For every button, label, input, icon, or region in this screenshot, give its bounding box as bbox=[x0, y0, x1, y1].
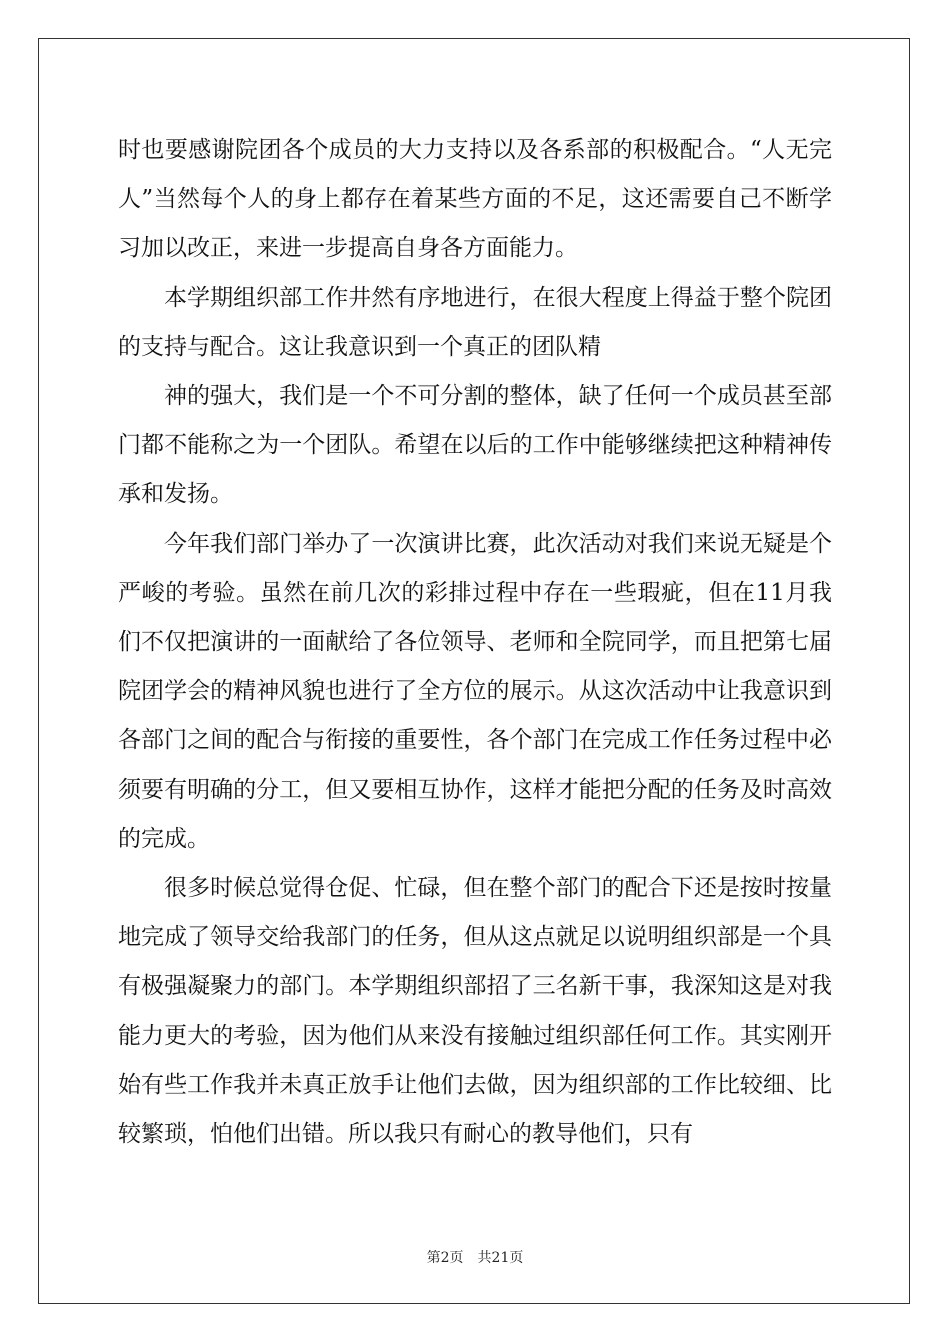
paragraph: 神的强大，我们是一个不可分割的整体，缺了任何一个成员甚至部门都不能称之为一个团队。希望在以后的工作中能够继续把这种精神传承和发扬。 bbox=[118, 383, 832, 508]
paragraph: 很多时候总觉得仓促、忙碌，但在整个部门的配合下还是按时按量地完成了领导交给我部门的任务，但从这点就足以说明组织部是一个具有极强凝聚力的部门。本学期组织部招了三名新干事，我深知这是对我能力更大的考验，因为他们从来没有接触过组织部任何工作。其实刚开始有些工作我并未真正放手让他们去做，因为组织部的工作比较细、比较繁琐，怕他们出错。所以我只有耐心的教导他们，只有 bbox=[118, 875, 832, 1148]
paragraph: 本学期组织部工作井然有序地进行，在很大程度上得益于整个院团的支持与配合。这让我意识到一个真正的团队精 bbox=[118, 284, 832, 360]
document-body bbox=[118, 126, 832, 1159]
paragraph: 时也要感谢院团各个成员的大力支持以及各系部的积极配合。“人无完人”当然每个人的身上都存在着某些方面的不足，这还需要自己不断学习加以改正，来进一步提高自身各方面能力。 bbox=[118, 137, 832, 262]
page-number: 第2页 bbox=[426, 1250, 464, 1266]
page-total: 共21页 bbox=[477, 1250, 524, 1266]
page-footer bbox=[0, 1247, 950, 1267]
paragraph: 今年我们部门举办了一次演讲比赛，此次活动对我们来说无疑是个严峻的考验。虽然在前几次的彩排过程中存在一些瑕疵，但在11月我们不仅把演讲的一面献给了各位领导、老师和全院同学，而且把第七届院团学会的精神风貌也进行了全方位的展示。从这次活动中让我意识到各部门之间的配合与衔接的重要性，各个部门在完成工作任务过程中必须要有明确的分工，但又要相互协作，这样才能把分配的任务及时高效的完成。 bbox=[118, 530, 832, 852]
